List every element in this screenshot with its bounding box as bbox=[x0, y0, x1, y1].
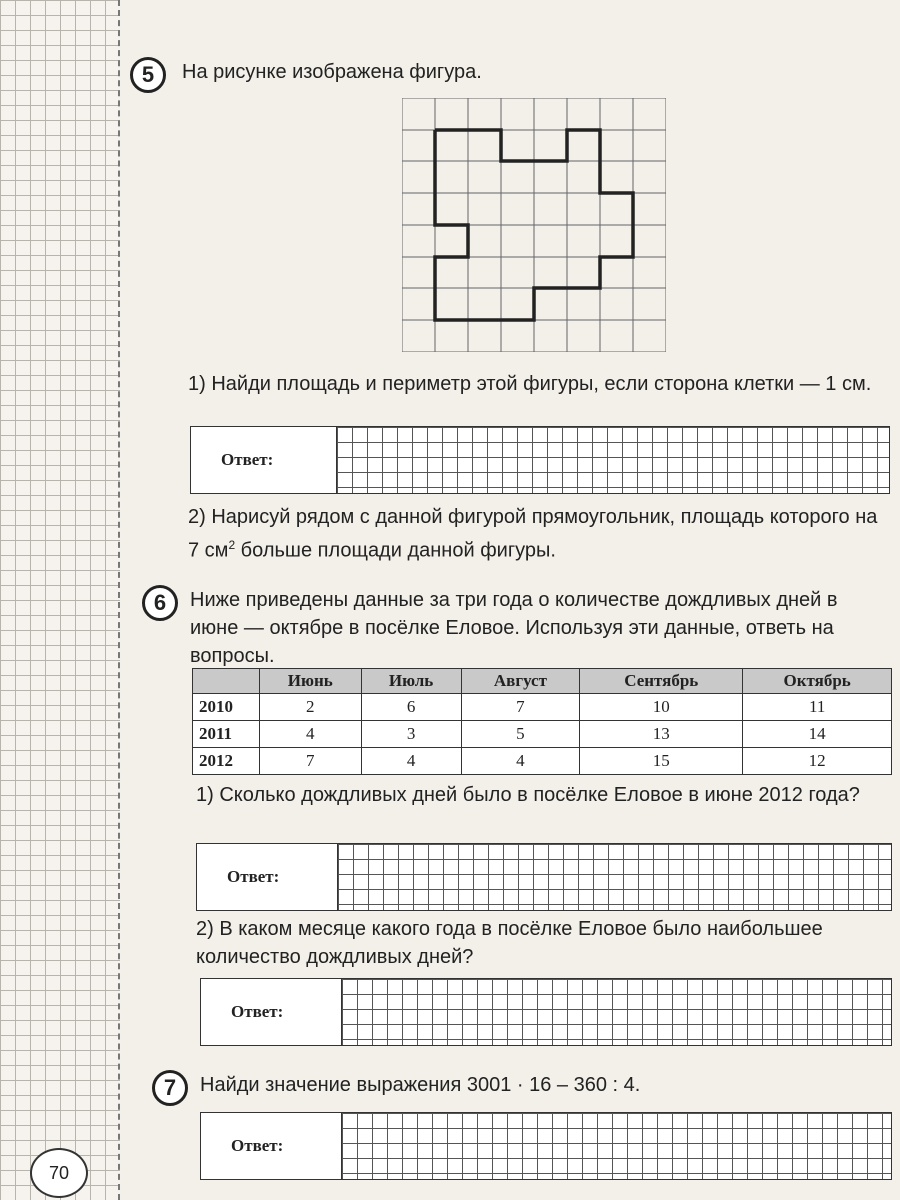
table-header bbox=[193, 669, 260, 694]
answer-label: Ответ: bbox=[227, 867, 280, 886]
answer-label: Ответ: bbox=[221, 450, 274, 469]
table-cell: 2 bbox=[260, 694, 362, 721]
table-header: Сентябрь bbox=[580, 669, 743, 694]
table-header-row bbox=[193, 669, 892, 694]
answer-label: Ответ: bbox=[231, 1136, 284, 1155]
answer-grid[interactable] bbox=[341, 979, 891, 1045]
answer-grid[interactable] bbox=[336, 427, 889, 493]
task-6-number: 6 bbox=[142, 585, 178, 621]
table-cell: 14 bbox=[743, 721, 892, 748]
table-header: Июль bbox=[361, 669, 461, 694]
table-row bbox=[193, 721, 892, 748]
page-number: 70 bbox=[30, 1148, 88, 1198]
rainy-days-table bbox=[192, 668, 892, 775]
table-cell: 7 bbox=[260, 748, 362, 775]
table-cell: 4 bbox=[260, 721, 362, 748]
task-6-intro: Ниже приведены данные за три года о количестве дождливых дней в июне — октябре в посёлке Еловое. Используя эти данные, ответь на вопросы. bbox=[190, 589, 838, 667]
table-cell: 6 bbox=[361, 694, 461, 721]
table-year: 2010 bbox=[193, 694, 260, 721]
table-cell: 4 bbox=[461, 748, 580, 775]
table-cell: 4 bbox=[361, 748, 461, 775]
table-header: Август bbox=[461, 669, 580, 694]
task-6-answer-box-2[interactable] bbox=[200, 978, 892, 1046]
table-cell: 15 bbox=[580, 748, 743, 775]
table-cell: 13 bbox=[580, 721, 743, 748]
table-year: 2011 bbox=[193, 721, 260, 748]
task-5-question-1: 1) Найди площадь и периметр этой фигуры, если сторона клетки — 1 см. bbox=[188, 373, 872, 395]
table-cell: 3 bbox=[361, 721, 461, 748]
task-5-answer-box[interactable] bbox=[190, 426, 890, 494]
task-7-intro: Найди значение выражения 3001 · 16 – 360 : 4. bbox=[200, 1074, 641, 1096]
task-7-answer-box[interactable] bbox=[200, 1112, 892, 1180]
table-cell: 7 bbox=[461, 694, 580, 721]
task-5-intro: На рисунке изображена фигура. bbox=[182, 61, 482, 83]
task-6-answer-box-1[interactable] bbox=[196, 843, 892, 911]
table-cell: 5 bbox=[461, 721, 580, 748]
answer-grid[interactable] bbox=[341, 1113, 891, 1179]
task-6-question-2: 2) В каком месяце какого года в посёлке Еловое было наибольшее количество дождливых дней? bbox=[196, 918, 823, 968]
table-header: Октябрь bbox=[743, 669, 892, 694]
table-cell: 12 bbox=[743, 748, 892, 775]
table-cell: 10 bbox=[580, 694, 743, 721]
answer-grid[interactable] bbox=[337, 844, 891, 910]
task-5-number: 5 bbox=[130, 57, 166, 93]
figure-grid bbox=[402, 98, 666, 352]
margin-grid bbox=[0, 0, 120, 1200]
answer-label: Ответ: bbox=[231, 1002, 284, 1021]
task-7-number: 7 bbox=[152, 1070, 188, 1106]
task-5-question-2: 2) Нарисуй рядом с данной фигурой прямоугольник, площадь которого на 7 $см^2$ больше площади данной фигуры. bbox=[188, 506, 878, 562]
table-row bbox=[193, 694, 892, 721]
table-year: 2012 bbox=[193, 748, 260, 775]
task-6-question-1: 1) Сколько дождливых дней было в посёлке Еловое в июне 2012 года? bbox=[196, 784, 860, 806]
table-cell: 11 bbox=[743, 694, 892, 721]
table-row bbox=[193, 748, 892, 775]
table-header: Июнь bbox=[260, 669, 362, 694]
